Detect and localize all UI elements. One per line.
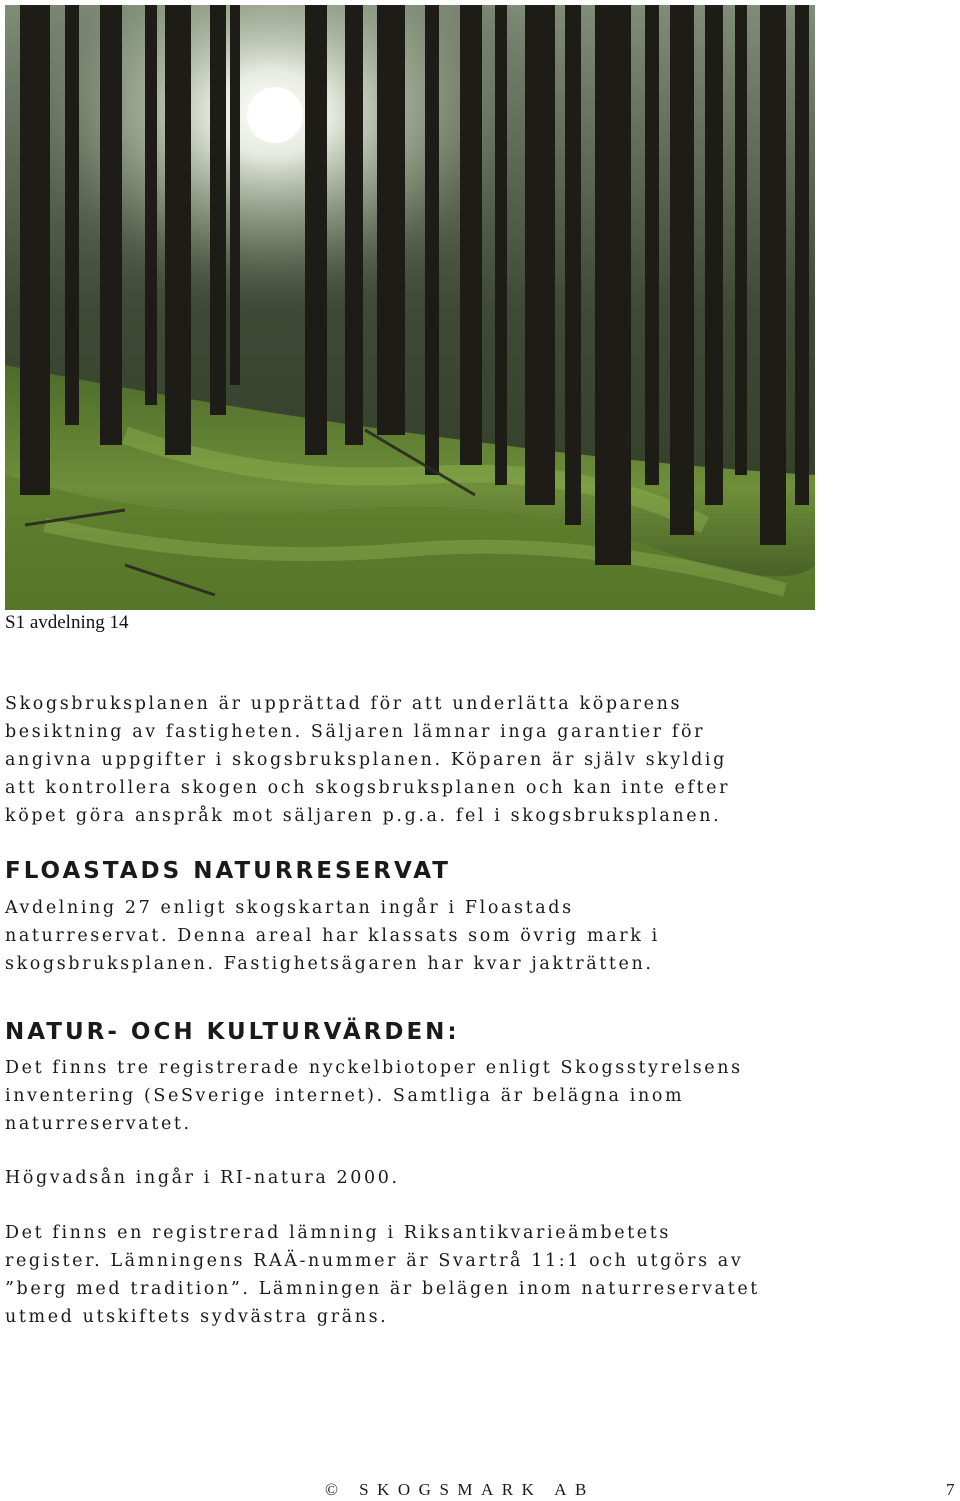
footer-brand: © SKOGSMARK AB — [325, 1480, 595, 1499]
lamning-paragraph — [5, 1219, 945, 1331]
forest-photo — [5, 5, 815, 610]
paragraph-line: Det finns en registrerad lämning i Riksantikvarieämbetets — [5, 1223, 671, 1243]
page-number: 7 — [946, 1480, 955, 1499]
photo-caption: S1 avdelning 14 — [5, 612, 129, 633]
section-heading-naturreservat: FLOASTADS NATURRESERVAT — [5, 858, 451, 884]
paragraph-line: naturreservatet. — [5, 1114, 192, 1134]
disclaimer-line: att kontrollera skogen och skogsbruksplanen och kan inte efter — [5, 778, 731, 798]
paragraph-line: ”berg med tradition”. Lämningen är belägen inom naturreservatet — [5, 1279, 760, 1299]
disclaimer-line: köpet göra anspråk mot säljaren p.g.a. fel i skogsbruksplanen. — [5, 806, 722, 826]
natura-paragraph — [5, 1164, 945, 1192]
paragraph-line: Högvadsån ingår i RI-natura 2000. — [5, 1168, 400, 1188]
paragraph-line: Avdelning 27 enligt skogskartan ingår i Floastads — [5, 898, 574, 918]
section-heading-natur-kulturvarden: NATUR- OCH KULTURVÄRDEN: — [5, 1019, 460, 1045]
paragraph-line: skogsbruksplanen. Fastighetsägaren har kvar jakträtten. — [5, 954, 654, 974]
disclaimer-paragraph — [5, 690, 945, 830]
paragraph-line: inventering (SeSverige internet). Samtliga är belägna inom — [5, 1086, 685, 1106]
paragraph-line: utmed utskiftets sydvästra gräns. — [5, 1307, 389, 1327]
nyckelbiotoper-paragraph — [5, 1054, 945, 1138]
disclaimer-line: angivna uppgifter i skogsbruksplanen. Köparen är själv skyldig — [5, 750, 727, 770]
naturreservat-paragraph — [5, 894, 945, 978]
forest-illustration — [5, 5, 815, 610]
paragraph-line: register. Lämningens RAÄ-nummer är Svartrå 11:1 och utgörs av — [5, 1251, 744, 1271]
paragraph-line: naturreservat. Denna areal har klassats som övrig mark i — [5, 926, 660, 946]
disclaimer-line: Skogsbruksplanen är upprättad för att underlätta köparens — [5, 694, 683, 714]
disclaimer-line: besiktning av fastigheten. Säljaren lämnar inga garantier för — [5, 722, 706, 742]
paragraph-line: Det finns tre registrerade nyckelbiotoper enligt Skogsstyrelsens — [5, 1058, 743, 1078]
